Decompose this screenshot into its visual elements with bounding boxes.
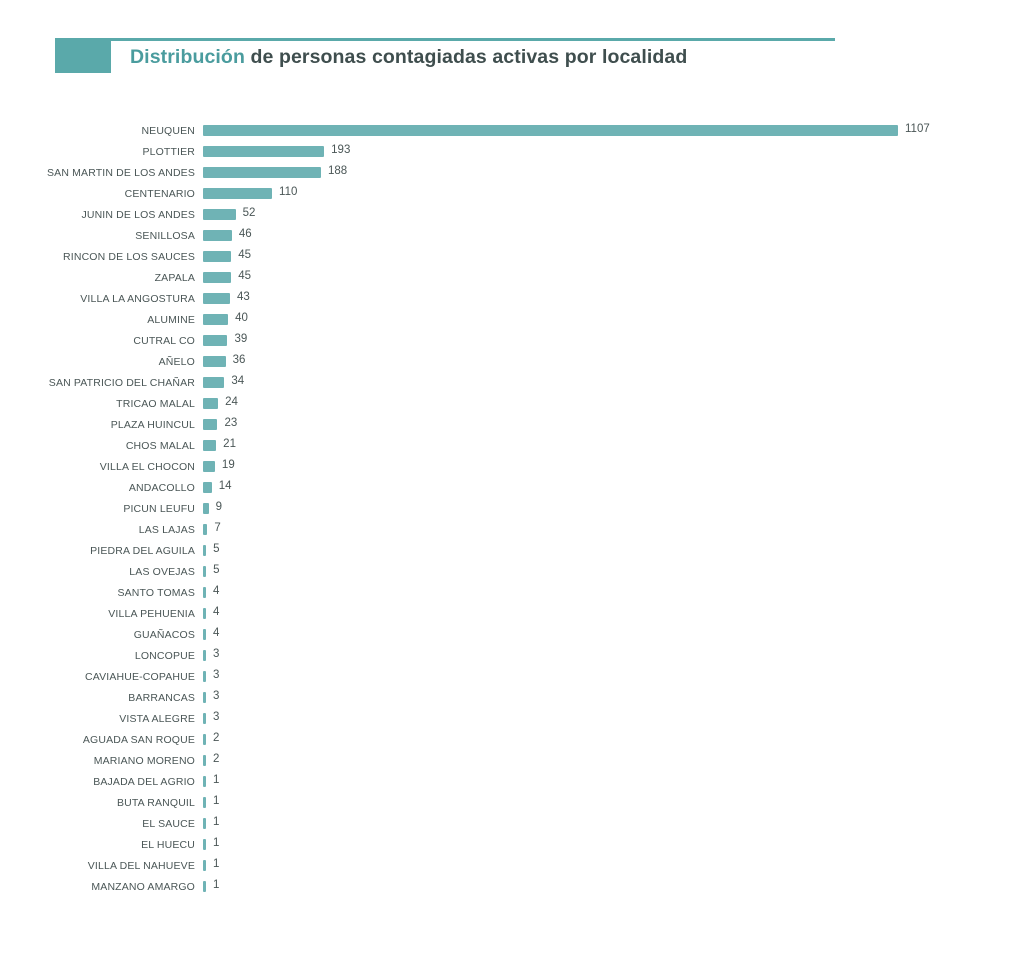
- bar-value-label: 2: [213, 732, 220, 744]
- bar-track: [203, 456, 1024, 477]
- bar: [203, 356, 226, 367]
- bar-value-label: 1: [213, 795, 220, 807]
- bar-value-label: 5: [213, 543, 220, 555]
- bar-track: [203, 519, 1024, 540]
- page-title-accent: Distribución: [130, 46, 245, 68]
- bar-track: [203, 876, 1024, 897]
- bar-value-label: 34: [231, 375, 245, 387]
- bar-value-label: 4: [213, 585, 220, 597]
- bar: [203, 440, 216, 451]
- category-label: TRICAO MALAL: [116, 397, 195, 410]
- chart-row: [0, 246, 1024, 267]
- bar-track: [203, 246, 1024, 267]
- chart-row: [0, 771, 1024, 792]
- bar-track: [203, 603, 1024, 624]
- chart-row: [0, 519, 1024, 540]
- category-label: GUAÑACOS: [133, 628, 195, 641]
- category-label: VILLA DEL NAHUEVE: [87, 859, 195, 872]
- category-label: BUTA RANQUIL: [116, 796, 195, 809]
- bar-track: [203, 309, 1024, 330]
- bar-value-label: 110: [279, 186, 298, 198]
- page-title: [130, 46, 687, 69]
- bar-track: [203, 855, 1024, 876]
- chart-row: [0, 750, 1024, 771]
- bar-value-label: 46: [238, 228, 252, 240]
- chart-row: [0, 855, 1024, 876]
- bar: [203, 524, 207, 535]
- category-label: BARRANCAS: [128, 691, 195, 704]
- bar-value-label: 1: [213, 837, 220, 849]
- chart-row: [0, 582, 1024, 603]
- chart-row: [0, 603, 1024, 624]
- bar-track: [203, 120, 1024, 141]
- bar: [203, 839, 206, 850]
- bar-value-label: 43: [236, 291, 250, 303]
- category-label: SENILLOSA: [135, 229, 195, 242]
- bar: [203, 209, 236, 220]
- category-label: LONCOPUE: [134, 649, 195, 662]
- chart-row: [0, 372, 1024, 393]
- bar: [203, 419, 217, 430]
- category-label: EL HUECU: [141, 838, 195, 851]
- bar-track: [203, 708, 1024, 729]
- category-label: CUTRAL CO: [133, 334, 195, 347]
- chart-row: [0, 309, 1024, 330]
- bar-value-label: 3: [213, 648, 220, 660]
- bar: [203, 587, 206, 598]
- category-label: VISTA ALEGRE: [119, 712, 195, 725]
- bar-track: [203, 435, 1024, 456]
- bar: [203, 314, 228, 325]
- bar-value-label: 3: [213, 669, 220, 681]
- chart-row: [0, 645, 1024, 666]
- chart-row: [0, 330, 1024, 351]
- chart-row: [0, 456, 1024, 477]
- chart-row: [0, 813, 1024, 834]
- chart-row: [0, 834, 1024, 855]
- chart-row: [0, 351, 1024, 372]
- bar: [203, 272, 231, 283]
- bar: [203, 482, 212, 493]
- chart-row: [0, 540, 1024, 561]
- page-title-rest: de personas contagiadas activas por localidad: [244, 46, 688, 68]
- category-label: VILLA EL CHOCON: [99, 460, 195, 473]
- bar-value-label: 52: [242, 207, 256, 219]
- bar: [203, 713, 206, 724]
- bar-value-label: 4: [213, 627, 220, 639]
- category-label: ALUMINE: [147, 313, 195, 326]
- category-label: RINCON DE LOS SAUCES: [63, 250, 195, 263]
- bar: [203, 398, 218, 409]
- category-label: CAVIAHUE-COPAHUE: [85, 670, 195, 683]
- category-label: SAN MARTIN DE LOS ANDES: [47, 166, 195, 179]
- category-label: CENTENARIO: [124, 187, 195, 200]
- chart-row: [0, 561, 1024, 582]
- bar-track: [203, 225, 1024, 246]
- chart-row: [0, 876, 1024, 897]
- bar-track: [203, 792, 1024, 813]
- bar-value-label: 14: [218, 480, 232, 492]
- bar: [203, 818, 206, 829]
- bar: [203, 377, 224, 388]
- chart-row: [0, 624, 1024, 645]
- bar-value-label: 45: [238, 249, 252, 261]
- bar-track: [203, 267, 1024, 288]
- bar: [203, 608, 206, 619]
- bar: [203, 671, 206, 682]
- category-label: AÑELO: [158, 355, 195, 368]
- bar-value-label: 2: [213, 753, 220, 765]
- bar-track: [203, 414, 1024, 435]
- bar: [203, 650, 206, 661]
- bar-track: [203, 729, 1024, 750]
- chart-row: [0, 708, 1024, 729]
- bar-value-label: 1: [213, 858, 220, 870]
- bar-value-label: 1: [213, 816, 220, 828]
- bar-value-label: 23: [224, 417, 238, 429]
- category-label: CHOS MALAL: [125, 439, 195, 452]
- chart-row: [0, 225, 1024, 246]
- chart-row: [0, 729, 1024, 750]
- bar-track: [203, 330, 1024, 351]
- bar-chart: [0, 120, 1024, 897]
- category-label: SAN PATRICIO DEL CHAÑAR: [48, 376, 195, 389]
- chart-row: [0, 120, 1024, 141]
- bar-value-label: 1: [213, 774, 220, 786]
- category-label: VILLA PEHUENIA: [108, 607, 195, 620]
- category-label: NEUQUEN: [141, 124, 195, 137]
- bar-value-label: 3: [213, 711, 220, 723]
- chart-row: [0, 183, 1024, 204]
- bar-value-label: 21: [223, 438, 236, 450]
- bar: [203, 125, 898, 136]
- bar-track: [203, 351, 1024, 372]
- category-label: SANTO TOMAS: [117, 586, 195, 599]
- category-label: MARIANO MORENO: [93, 754, 195, 767]
- bar-track: [203, 582, 1024, 603]
- bar: [203, 293, 230, 304]
- bar-value-label: 193: [331, 144, 351, 156]
- bar-track: [203, 372, 1024, 393]
- bar: [203, 503, 209, 514]
- chart-row: [0, 666, 1024, 687]
- bar-value-label: 39: [234, 333, 248, 345]
- category-label: PIEDRA DEL AGUILA: [90, 544, 195, 557]
- category-label: EL SAUCE: [142, 817, 195, 830]
- bar: [203, 776, 206, 787]
- bar-track: [203, 477, 1024, 498]
- chart-row: [0, 141, 1024, 162]
- bar-value-label: 188: [328, 165, 348, 177]
- bar-track: [203, 750, 1024, 771]
- bar-track: [203, 540, 1024, 561]
- bar: [203, 461, 215, 472]
- bar-track: [203, 624, 1024, 645]
- bar-track: [203, 393, 1024, 414]
- bar-track: [203, 498, 1024, 519]
- bar: [203, 167, 321, 178]
- bar: [203, 629, 206, 640]
- bar-value-label: 40: [235, 312, 248, 324]
- header-rule: [55, 38, 835, 41]
- bar-value-label: 19: [221, 459, 235, 471]
- bar-value-label: 3: [213, 690, 220, 702]
- category-label: ZAPALA: [154, 271, 195, 284]
- header-color-block: [55, 41, 111, 73]
- bar: [203, 734, 206, 745]
- chart-row: [0, 414, 1024, 435]
- bar-value-label: 1107: [905, 123, 930, 135]
- bar-track: [203, 288, 1024, 309]
- bar-track: [203, 645, 1024, 666]
- category-label: VILLA LA ANGOSTURA: [80, 292, 195, 305]
- bar-track: [203, 162, 1024, 183]
- category-label: JUNIN DE LOS ANDES: [81, 208, 195, 221]
- bar: [203, 860, 206, 871]
- bar-value-label: 24: [225, 396, 238, 408]
- bar-value-label: 9: [215, 501, 223, 513]
- bar-value-label: 5: [213, 564, 220, 576]
- category-label: PLAZA HUINCUL: [110, 418, 195, 431]
- chart-row: [0, 162, 1024, 183]
- chart-row: [0, 498, 1024, 519]
- bar: [203, 146, 324, 157]
- category-label: PLOTTIER: [142, 145, 195, 158]
- bar: [203, 797, 206, 808]
- bar-track: [203, 834, 1024, 855]
- bar-track: [203, 687, 1024, 708]
- bar-value-label: 45: [238, 270, 252, 282]
- bar: [203, 251, 231, 262]
- category-label: ANDACOLLO: [128, 481, 195, 494]
- bar: [203, 566, 206, 577]
- bar-track: [203, 771, 1024, 792]
- category-label: BAJADA DEL AGRIO: [93, 775, 195, 788]
- bar-track: [203, 204, 1024, 225]
- bar: [203, 545, 206, 556]
- bar: [203, 230, 232, 241]
- bar: [203, 755, 206, 766]
- bar-value-label: 1: [213, 879, 220, 891]
- chart-row: [0, 792, 1024, 813]
- bar-track: [203, 141, 1024, 162]
- bar-track: [203, 183, 1024, 204]
- bar-track: [203, 666, 1024, 687]
- chart-row: [0, 288, 1024, 309]
- category-label: AGUADA SAN ROQUE: [82, 733, 195, 746]
- chart-row: [0, 435, 1024, 456]
- bar: [203, 335, 227, 346]
- category-label: MANZANO AMARGO: [91, 880, 195, 893]
- category-label: PICUN LEUFU: [123, 502, 195, 515]
- chart-row: [0, 267, 1024, 288]
- bar-track: [203, 813, 1024, 834]
- chart-row: [0, 477, 1024, 498]
- bar-value-label: 4: [213, 606, 220, 618]
- chart-row: [0, 393, 1024, 414]
- bar: [203, 881, 206, 892]
- chart-row: [0, 687, 1024, 708]
- bar-track: [203, 561, 1024, 582]
- bar-value-label: 36: [232, 354, 246, 366]
- category-label: LAS LAJAS: [138, 523, 195, 536]
- category-label: LAS OVEJAS: [129, 565, 195, 578]
- bar-value-label: 7: [214, 522, 221, 534]
- bar: [203, 692, 206, 703]
- chart-row: [0, 204, 1024, 225]
- bar: [203, 188, 272, 199]
